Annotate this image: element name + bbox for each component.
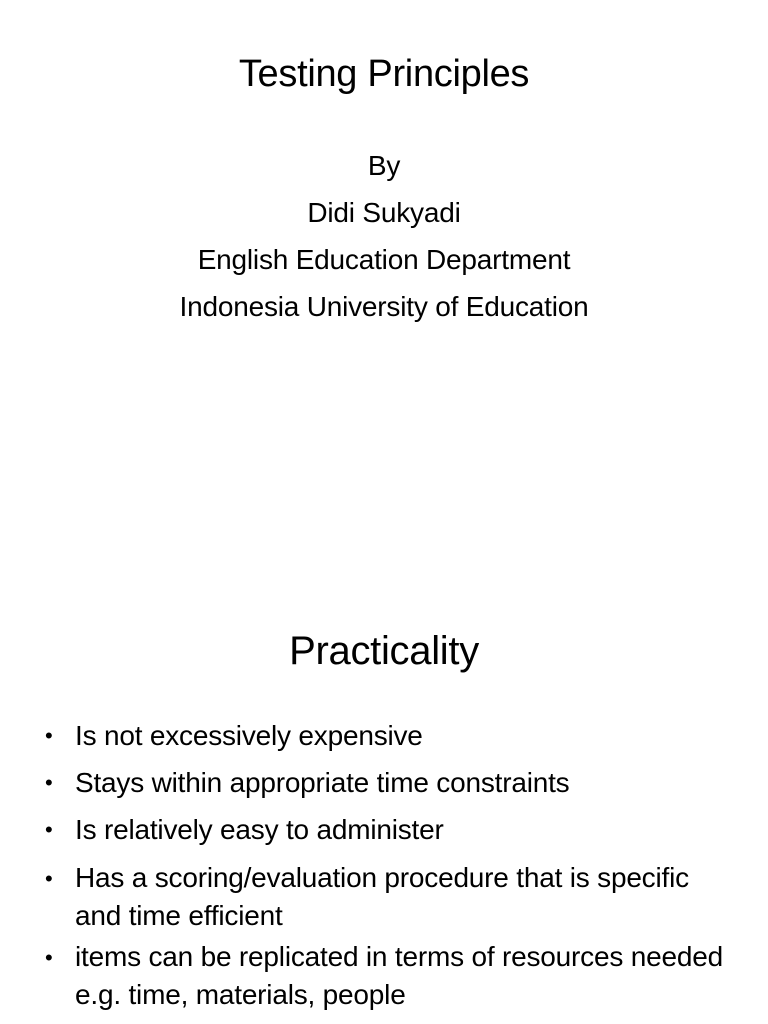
bullet-text: items can be replicated in terms of resources needed e.g. time, materials, people	[75, 941, 723, 1010]
bullet-icon: •	[45, 945, 53, 970]
bullet-icon: •	[45, 770, 53, 795]
bullet-text: Is relatively easy to administer	[75, 814, 444, 845]
list-item	[42, 812, 732, 848]
slide-title: Practicality	[289, 629, 479, 673]
bullet-icon: •	[45, 817, 53, 842]
bullet-text: Is not excessively expensive	[75, 720, 423, 751]
bullet-text: Stays within appropriate time constraints	[75, 767, 570, 798]
list-item	[42, 938, 732, 1014]
practicality-slide	[0, 576, 768, 1024]
list-item	[42, 718, 732, 754]
subtitle-block	[0, 142, 768, 330]
slide-title: Testing Principles	[238, 53, 530, 95]
bullet-icon: •	[45, 723, 53, 748]
list-item	[42, 859, 732, 935]
bullet-text: Has a scoring/evaluation procedure that is specific and time efficient	[75, 862, 689, 931]
subtitle-author: Didi Sukyadi	[307, 197, 461, 228]
bullet-icon: •	[45, 866, 53, 891]
subtitle-department: English Education Department	[197, 244, 571, 275]
subtitle-university: Indonesia University of Education	[179, 291, 589, 322]
list-item	[42, 765, 732, 801]
bullet-list	[42, 718, 732, 1017]
subtitle-by: By	[367, 150, 401, 181]
